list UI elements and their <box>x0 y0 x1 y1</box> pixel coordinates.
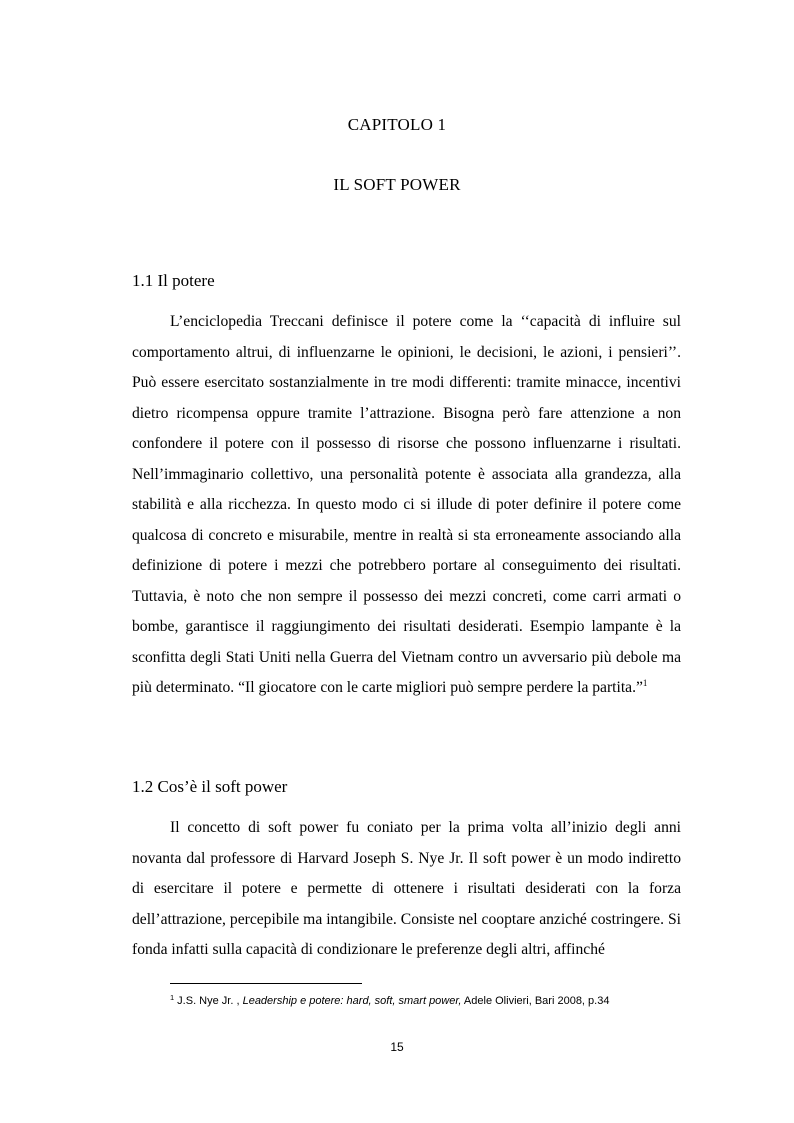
section-heading-1-1: 1.1 Il potere <box>132 271 215 290</box>
paragraph-il-potere <box>132 307 681 704</box>
paragraph-text: L’enciclopedia Treccani definisce il potere come la ‘‘capacità di influire sul comportamento altrui, di influenzarne le opinioni, le decisioni, le azioni, i pensieri’’. Può essere esercitato sostanzialmente in tre modi differenti: tramite minacce, incentivi dietro ricompensa oppure tramite l’attrazione. Bisogna però fare attenzione a non confondere il potere con il possesso di risorse che possono influenzarne i risultati. Nell’immaginario collettivo, una personalità potente è associata alla grandezza, alla stabilità e alla ricchezza. In questo modo ci si illude di poter definire il potere come qualcosa di concreto e misurabile, mentre in realtà si sta erroneamente associando alla definizione di potere i mezzi che potrebbero portare al conseguimento dei risultati. Tuttavia, è noto che non sempre il possesso dei mezzi concreti, come carri armati o bombe, garantisce il raggiungimento dei risultati desiderati. Esempio lampante è la sconfitta degli Stati Uniti nella Guerra del Vietnam contro un avversario più debole ma più determinato. “Il giocatore con le carte migliori può sempre perdere la partita.” <box>132 313 681 696</box>
footnote <box>170 993 730 1007</box>
footnote-reference[interactable]: 1 <box>642 678 648 688</box>
page-number: 15 <box>390 1040 404 1054</box>
footnote-author: J.S. Nye Jr. , <box>177 995 243 1007</box>
footnote-title: Leadership e potere: hard, soft, smart power, <box>242 995 462 1007</box>
section-heading-1-2: 1.2 Cos’è il soft power <box>132 777 288 796</box>
paragraph-soft-power: Il concetto di soft power fu coniato per la prima volta all’inizio degli anni novanta dal professore di Harvard Joseph S. Nye Jr. Il soft power è un modo indiretto di esercitare il potere e permette di ottenere i risultati desiderati con la forza dell’attrazione, percepibile ma intangibile. Consiste nel cooptare anziché costringere. Si fonda infatti sulla capacità di condizionare le preferenze degli altri, affinché <box>132 819 681 958</box>
footnote-marker: 1 <box>170 993 175 1002</box>
footnote-publisher: Adele Olivieri, Bari 2008, p.34 <box>461 995 610 1007</box>
chapter-label: CAPITOLO 1 <box>347 115 447 134</box>
footnote-divider <box>170 983 362 984</box>
chapter-title: IL SOFT POWER <box>333 175 461 194</box>
